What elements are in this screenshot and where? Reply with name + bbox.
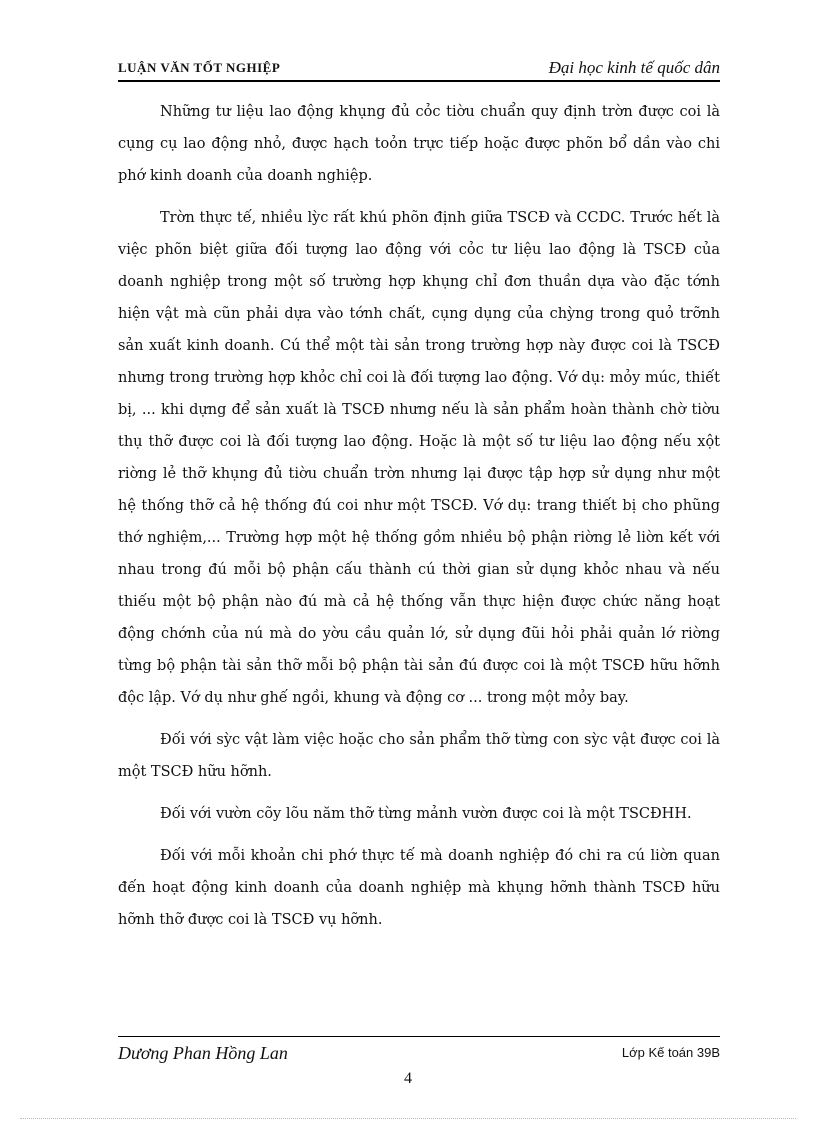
page-footer (118, 1036, 720, 1065)
document-body (118, 96, 720, 946)
page-header (118, 54, 720, 82)
paragraph: Đối với mỗi khoản chi phớ thực tế mà doanh nghiệp đó chi ra cú liờn quan đến hoạt động kinh doanh của doanh nghiệp mà khụng hỡnh thành TSCĐ hữu hỡnh thỡ được coi là TSCĐ vụ hỡnh. (118, 848, 720, 928)
header-thesis-title: LUẬN VĂN TỐT NGHIỆP (118, 60, 281, 75)
header-university: Đại học kinh tế quốc dân (548, 58, 720, 77)
paragraph: Đối với vườn cõy lõu năm thỡ từng mảnh vườn được coi là một TSCĐHH. (160, 806, 692, 822)
paragraph: Trờn thực tế, nhiều lỳc rất khú phõn định giữa TSCĐ và CCDC. Trước hết là việc phõn biệt giữa đối tượng lao động với cỏc tư liệu lao động là TSCĐ của doanh nghiệp trong một số trường hợp khụng chỉ đơn thuần dựa vào đặc tớnh hiện vật mà cũn phải dựa vào tớnh chất, cụng dụng của chỳng trong quỏ trỡnh sản xuất kinh doanh. Cú thể một tài sản trong trường hợp này được coi là TSCĐ nhưng trong trường hợp khỏc chỉ coi là đối tượng lao động. Vớ dụ: mỏy múc, thiết bị, ... khi dựng để sản xuất là TSCĐ nhưng nếu là sản phẩm hoàn thành chờ tiờu thụ thỡ được coi là đối tượng lao động. Hoặc là một số tư liệu lao động nếu xột riờng lẻ thỡ khụng đủ tiờu chuẩn trờn nhưng lại được tập hợp sử dụng như một hệ thống thỡ cả hệ thống đú coi như một TSCĐ. Vớ dụ: trang thiết bị cho phũng thớ nghiệm,... Trường hợp một hệ thống gồm nhiều bộ phận riờng lẻ liờn kết với nhau trong đú mỗi bộ phận cấu thành cú thời gian sử dụng khỏc nhau và nếu thiếu một bộ phận nào đú mà cả hệ thống vẫn thực hiện được chức năng hoạt động chớnh của nú mà do yờu cầu quản lớ, sử dụng đũi hỏi phải quản lớ riờng từng bộ phận tài sản thỡ mỗi bộ phận tài sản đú được coi là một TSCĐ hữu hỡnh độc lập. Vớ dụ như ghế ngồi, khung và động cơ ... trong một mỏy bay. (118, 210, 720, 706)
footer-author: Dương Phan Hồng Lan (118, 1043, 288, 1063)
paragraph: Đối với sỳc vật làm việc hoặc cho sản phẩm thỡ từng con sỳc vật được coi là một TSCĐ hữu hỡnh. (118, 732, 720, 780)
paragraph: Những tư liệu lao động khụng đủ cỏc tiờu chuẩn quy định trờn được coi là cụng cụ lao động nhỏ, được hạch toỏn trực tiếp hoặc được phõn bổ dần vào chi phớ kinh doanh của doanh nghiệp. (118, 104, 720, 184)
page-number: 4 (404, 1070, 412, 1087)
footer-class: Lớp Kế toán 39B (621, 1045, 720, 1060)
page-edge-divider (20, 1118, 796, 1119)
